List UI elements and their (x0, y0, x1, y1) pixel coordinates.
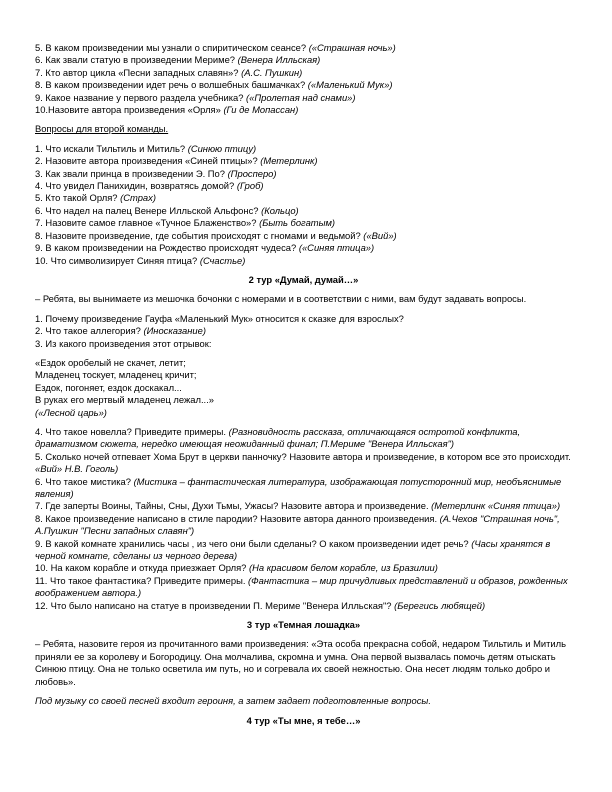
question-item: 1. Что искали Тильтиль и Митиль? (Синюю птицу) (35, 142, 257, 154)
tour2-intro: – Ребята, вы вынимаете из мешочка бочонки с номерами и в соответствии с ними, вам будут задавать вопросы. (35, 293, 527, 305)
tour2-title: 2 тур «Думай, думай…» (248, 273, 359, 285)
tour3-title: 3 тур «Темная лошадка» (246, 619, 361, 631)
question-item: 1. Почему произведение Гауфа «Маленький Мук» относится к сказке для взрослых? (35, 312, 404, 324)
question-item: 6. Что надел на палец Венере Илльской Альфонс? (Кольцо) (35, 204, 299, 216)
question-item: 8. Назовите произведение, где события происходят с гномами и ведьмой? («Вий») (35, 229, 397, 241)
question-item: 8. В каком произведении идет речь о волшебных башмачках? («Маленький Мук») (35, 79, 393, 91)
poem-answer: («Лесной царь») (35, 406, 107, 418)
section-heading-team2: Вопросы для второй команды. (35, 123, 169, 135)
question-item: 6. Что такое мистика? (Мистика – фантастическая литература, изображающая потусторонний мир, необъяснимые явления) (35, 475, 562, 499)
question-item: 9. Какое название у первого раздела учебника? («Пролетая над снами») (35, 91, 356, 103)
question-item: 7. Назовите самое главное «Тучное Блаженство»? (Быть богатым) (35, 217, 336, 229)
question-list-team2 (35, 143, 572, 267)
question-item: 4. Что такое новелла? Приведите примеры. (Разновидность рассказа, отличающаяся остротой конфликта, драматизмом сюжета, нередко имеющая неожиданный финал; П.Мериме "Венера Илльская") (35, 425, 521, 450)
tour3-music-note: Под музыку со своей песней входит героиня, а затем задает подготовленные вопросы. (35, 695, 431, 707)
tour4-title: 4 тур «Ты мне, я тебе…» (246, 714, 361, 726)
question-item: 6. Как звали статую в произведении Мериме? (Венера Илльская) (35, 54, 321, 66)
question-item: 8. Какое произведение написано в стиле пародии? Назовите автора данного произведения. (А.Чехов "Страшная ночь", А.Пушкин "Песни западных славян") (35, 512, 560, 537)
question-item: 7. Где заперты Воины, Тайны, Сны, Духи Тьмы, Ужасы? Назовите автора и произведение. (Метерлинк «Синяя птица») (35, 500, 561, 512)
question-item: 3. Как звали принца в произведении Э. По? (Просперо) (35, 167, 277, 179)
question-item: 9. В какой комнате хранились часы , из чего они были сделаны? О каком произведении идет речь? (Часы хранятся в черной комнате, сделаны из черного дерева) (35, 537, 551, 562)
question-item: 5. Сколько ночей отпевает Хома Брут в церкви панночку? Назовите автора и произведение, в котором все это происходит. «Вий» Н.В. Гоголь) (35, 450, 571, 475)
question-item: 11. Что такое фантастика? Приведите примеры. (Фантастика – мир причудливых представлений и образов, рожденных воображением автора.) (35, 574, 568, 599)
question-item: 10. Что символизирует Синяя птица? (Счастье) (35, 254, 246, 266)
question-item: 2. Что такое аллегория? (Иносказание) (35, 325, 206, 337)
question-item: 12. Что было написано на статуе в произведении П. Мериме "Венера Илльская"? (Берегись любящей) (35, 599, 486, 611)
question-item: 10. На каком корабле и откуда приезжает Орля? (На красивом белом корабле, из Бразилии) (35, 562, 438, 574)
question-item: 7. Кто автор цикла «Песни западных славян»? (А.С. Пушкин) (35, 66, 303, 78)
tour3-text: – Ребята, назовите героя из прочитанного вами произведения: «Эта особа прекрасна собой, недаром Тильтиль и Митиль приняли ее за королеву и Богородицу. Она молчалива, скромна и умна. Она первой вызвалась помочь детям отыскать Синюю птицу. Она не только осветила им путь, но и согревала их своей нежностью. Она несет людям только добро и любовь». (35, 638, 567, 687)
question-item: 4. Что увидел Панихидин, возвратясь домой? (Гроб) (35, 180, 264, 192)
poem-excerpt: «Ездок оробелый не скачет, летит; Младенец тоскует, младенец кричит; Ездок, погоняет, ездок доскакал... В руках его мертвый младенец лежал...» («Лесной царь») (35, 357, 572, 419)
question-item: 10.Назовите автора произведения «Орля» (Ги де Мопассан) (35, 104, 299, 116)
question-item: 2. Назовите автора произведения «Синей птицы»? (Метерлинк) (35, 155, 318, 167)
question-item: 5. В каком произведении мы узнали о спиритическом сеансе? («Страшная ночь») (35, 42, 396, 53)
question-item: 9. В каком произведении на Рождество происходят чудеса? («Синяя птица») (35, 242, 375, 254)
question-item: 3. Из какого произведения этот отрывок: (35, 337, 212, 349)
question-list-team1 (35, 42, 572, 116)
question-item: 5. Кто такой Орля? (Страх) (35, 192, 156, 204)
